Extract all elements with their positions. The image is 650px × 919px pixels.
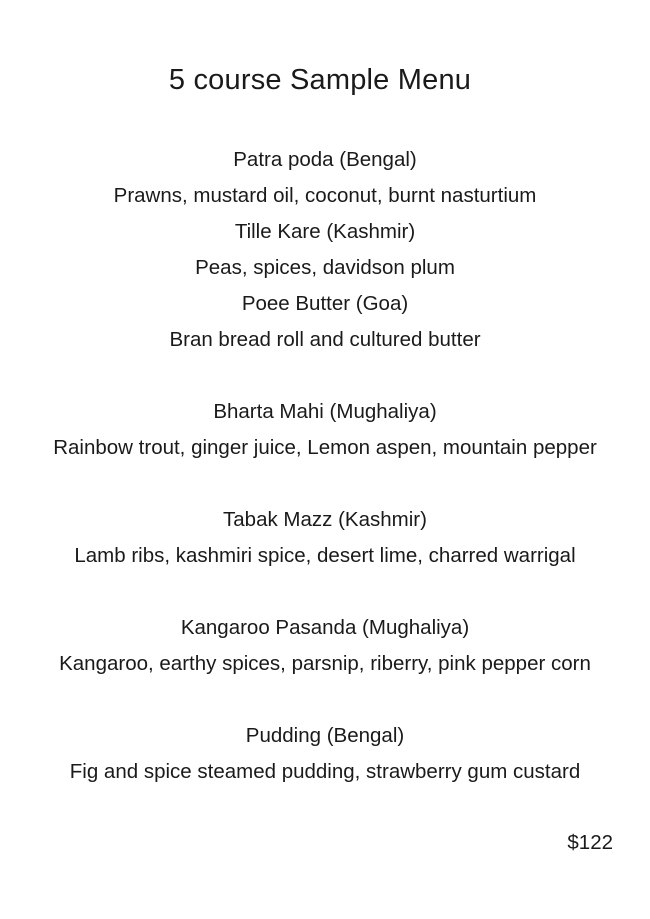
dish-description: Prawns, mustard oil, coconut, burnt nasturtium <box>113 184 537 207</box>
dish-description: Peas, spices, davidson plum <box>195 256 455 279</box>
course-spacer <box>0 574 650 610</box>
menu-price: $122 <box>567 831 613 854</box>
dish-name: Tabak Mazz (Kashmir) <box>223 508 427 531</box>
dish-name: Pudding (Bengal) <box>245 724 405 747</box>
dish-description: Bran bread roll and cultured butter <box>169 328 481 351</box>
course-group-5 <box>0 718 650 790</box>
course-spacer <box>0 682 650 718</box>
course-group-2 <box>0 394 650 466</box>
dish-name: Patra poda (Bengal) <box>233 148 417 171</box>
course-spacer <box>0 358 650 394</box>
dish-description: Rainbow trout, ginger juice, Lemon aspen, mountain pepper <box>53 436 597 459</box>
dish-name: Tille Kare (Kashmir) <box>234 220 416 243</box>
dish-description: Kangaroo, earthy spices, parsnip, riberry, pink pepper corn <box>59 652 591 675</box>
menu-courses <box>0 142 650 790</box>
course-group-3 <box>0 502 650 574</box>
course-group-1 <box>0 142 650 358</box>
dish-name: Bharta Mahi (Mughaliya) <box>213 400 437 423</box>
dish-description: Fig and spice steamed pudding, strawberry gum custard <box>69 760 581 783</box>
dish-name: Poee Butter (Goa) <box>241 292 409 315</box>
course-group-4 <box>0 610 650 682</box>
menu-title: 5 course Sample Menu <box>168 64 472 96</box>
dish-description: Lamb ribs, kashmiri spice, desert lime, charred warrigal <box>74 544 576 567</box>
dish-name: Kangaroo Pasanda (Mughaliya) <box>180 616 470 639</box>
course-spacer <box>0 466 650 502</box>
